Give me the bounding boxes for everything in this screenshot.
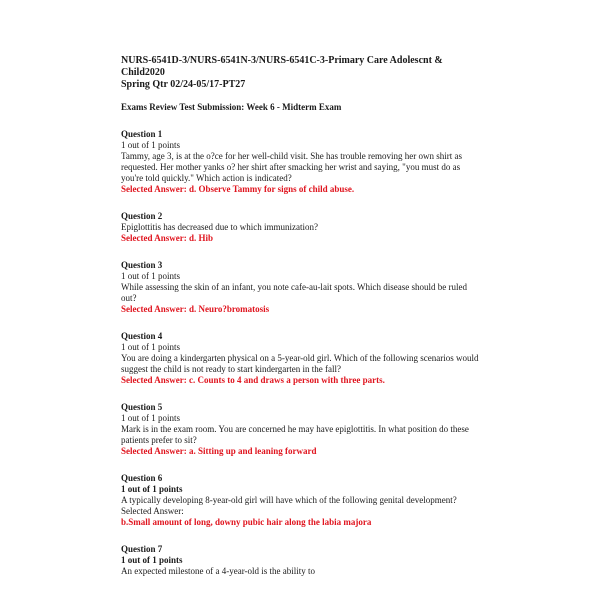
question-1 — [121, 129, 481, 195]
selected-answer: Selected Answer: a. Sitting up and leaning forward — [121, 446, 317, 456]
selected-answer: Selected Answer: d. Hib — [121, 233, 213, 243]
question-label: Question 5 — [121, 402, 163, 412]
question-text: Epiglottitis has decreased due to which immunization? — [121, 222, 318, 232]
question-text: An expected milestone of a 4-year-old is the ability to — [121, 566, 316, 576]
course-title — [121, 55, 481, 91]
question-3 — [121, 260, 481, 315]
selected-answer: b.Small amount of long, downy pubic hair along the labia majora — [121, 517, 372, 527]
course-title-line2: Spring Qtr 02/24-05/17-PT27 — [121, 79, 246, 90]
question-label: Question 6 — [121, 473, 163, 483]
question-text: Mark is in the exam room. You are concerned he may have epiglottitis. In what position do these patients prefer to sit? — [121, 424, 469, 445]
question-text: While assessing the skin of an infant, you note cafe-au-lait spots. Which disease should be ruled out? — [121, 282, 467, 303]
exam-subtitle: Exams Review Test Submission: Week 6 - Midterm Exam — [121, 102, 342, 112]
question-label: Question 4 — [121, 331, 163, 341]
question-points: 1 out of 1 points — [121, 342, 181, 352]
question-text: A typically developing 8-year-old girl will have which of the following genital development? — [121, 495, 457, 505]
question-6 — [121, 473, 481, 528]
course-title-line1: NURS-6541D-3/NURS-6541N-3/NURS-6541C-3-Primary Care Adolescnt & Child2020 — [121, 55, 443, 78]
question-7 — [121, 544, 481, 577]
question-points: 1 out of 1 points — [121, 484, 183, 494]
question-2 — [121, 211, 481, 244]
question-text: You are doing a kindergarten physical on a 5-year-old girl. Which of the following scenarios would suggest the child is not ready to start kindergarten in the fall? — [121, 353, 479, 374]
question-text: Tammy, age 3, is at the o?ce for her well-child visit. She has trouble removing her own shirt as requested. Her mother yanks o? her shirt after smacking her wrist and saying, "you must do as you're told quickly." Which action is indicated? — [121, 151, 462, 183]
selected-answer: Selected Answer: d. Observe Tammy for signs of child abuse. — [121, 184, 355, 194]
question-label: Question 1 — [121, 129, 163, 139]
selected-answer: Selected Answer: c. Counts to 4 and draws a person with three parts. — [121, 375, 385, 385]
question-4 — [121, 331, 481, 386]
question-5 — [121, 402, 481, 457]
document-page — [121, 55, 481, 577]
question-label: Question 2 — [121, 211, 163, 221]
selected-answer-label: Selected Answer: — [121, 506, 184, 516]
question-points: 1 out of 1 points — [121, 413, 181, 423]
selected-answer: Selected Answer: d. Neuro?bromatosis — [121, 304, 270, 314]
question-label: Question 3 — [121, 260, 163, 270]
question-points: 1 out of 1 points — [121, 271, 181, 281]
question-label: Question 7 — [121, 544, 163, 554]
question-points: 1 out of 1 points — [121, 140, 181, 150]
question-points: 1 out of 1 points — [121, 555, 183, 565]
